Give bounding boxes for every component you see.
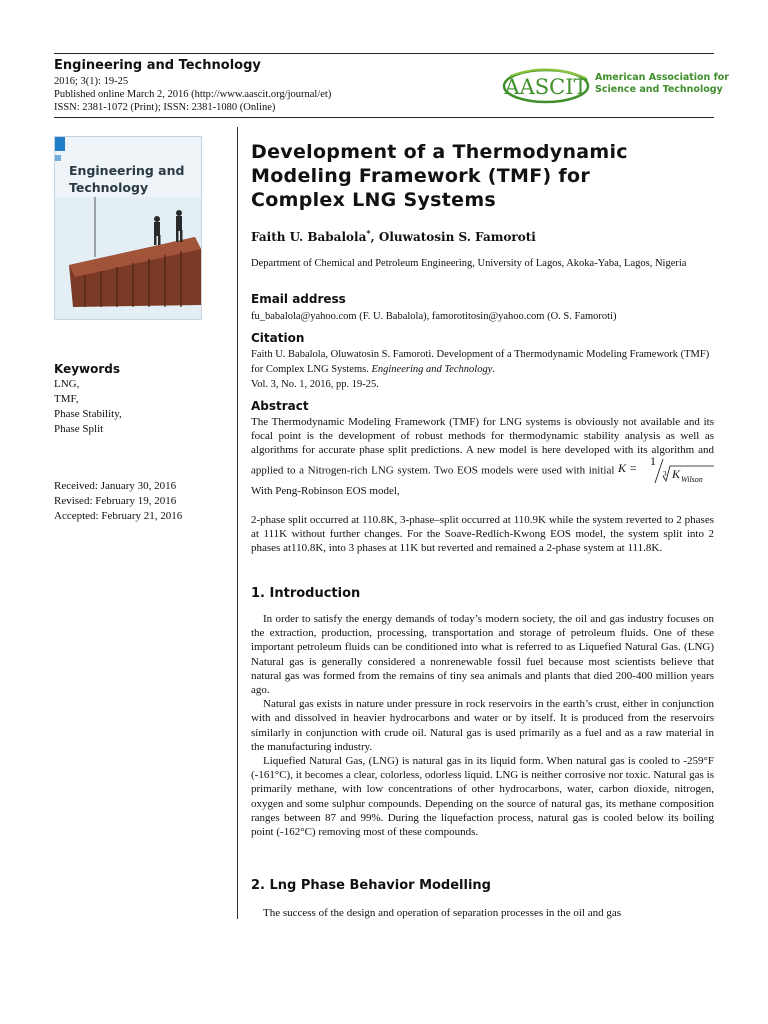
abstract-formula — [618, 453, 714, 484]
formula-subscript: Wilson — [681, 474, 703, 484]
section-body — [251, 906, 714, 920]
formula-numerator: 1 — [650, 453, 656, 468]
paragraph: Liquefied Natural Gas, (LNG) is natural gas in its liquid form. When natural gas is cooled to -259°F (-161°C), it becomes a clear, colorless, odorless liquid. LNG is neither corrosive nor toxic. Natural gas is primarily methane, with low concentrations of other hydrocarbons, water, carbon dioxide, nitrogen, oxygen and some sulphur compounds. Depending on the source of natural gas, its methane composition ranges between 87 and 99%. During the liquefaction process, natural gas is cooled below its boiling point (-162°C) removing most of these compounds. — [251, 755, 714, 839]
top-rule — [54, 53, 714, 54]
article-title — [251, 140, 714, 212]
cover-title-line1: Engineering and — [69, 163, 185, 178]
issn-line: ISSN: 2381-1072 (Print); ISSN: 2381-1080 (Online) — [54, 102, 276, 113]
header-rule — [54, 117, 714, 118]
keyword-item: TMF, — [54, 393, 79, 405]
abstract-title: Abstract — [251, 399, 309, 413]
keyword-item: Phase Split — [54, 423, 104, 435]
title-line: Modeling Framework (TMF) for — [251, 165, 590, 187]
formula-denominator: K — [672, 466, 681, 481]
column-divider — [237, 127, 238, 919]
received-date: Received: January 30, 2016 — [54, 480, 177, 492]
section-title: 2. Lng Phase Behavior Modelling — [251, 878, 491, 893]
citation-end: . — [492, 364, 496, 375]
citation-title: Citation — [251, 331, 305, 345]
abstract-part1: The Thermodynamic Modeling Framework (TMF) for LNG systems is obviously not available and its focal point is the development of robust methods for thermodynamic stability analysis as well as algorithms for accurate phase split predictions. A new model is here developed with its algorithm and applied to a Nitrogen-rich LNG system. Two EOS models were used with initial — [251, 416, 714, 477]
citation-main: Faith U. Babalola, Oluwatosin S. Famoroti. Development of a Thermodynamic Modeling Framework (TMF) for Complex LNG Systems. — [251, 349, 710, 375]
revised-date: Revised: February 19, 2016 — [54, 495, 177, 507]
dates-block — [54, 479, 224, 524]
cover-title-line2: Technology — [69, 180, 149, 195]
volume-line: 2016; 3(1): 19-25 — [54, 76, 129, 87]
publisher-name-line1: American Association for — [595, 72, 729, 83]
authors — [251, 228, 714, 244]
journal-header — [54, 58, 474, 114]
section-title: 1. Introduction — [251, 586, 361, 601]
keyword-item: Phase Stability, — [54, 408, 122, 420]
formula-k: K = — [618, 460, 638, 475]
title-line: Development of a Thermodynamic — [251, 141, 628, 163]
keywords-block — [54, 362, 224, 437]
abstract-part2: With Peng-Robinson EOS model, — [251, 484, 400, 497]
email-title: Email address — [251, 292, 346, 306]
section-body — [251, 612, 714, 839]
published-line: Published online March 2, 2016 (http://www.aascit.org/journal/et) — [54, 89, 332, 100]
citation-volume: Vol. 3, No. 1, 2016, pp. 19-25. — [251, 379, 379, 390]
keywords-title: Keywords — [54, 362, 121, 376]
author-name: Faith U. Babalola — [251, 230, 367, 244]
title-line: Complex LNG Systems — [251, 189, 497, 211]
citation-journal: Engineering and Technology — [371, 364, 493, 375]
paragraph: In order to satisfy the energy demands of today’s modern society, the oil and gas industry focuses on the extraction, production, processing, transportation and storage of petroleum fluids. One of these important petroleum fluids can be conditioned into what is referred to as Liquefied Natural Gas. (LNG) Natural gas is generally considered a nonrenewable fossil fuel because most scientists believe that natural gas was formed from the remains of tiny sea animals and plants that died 200-400 million years ago. — [251, 613, 714, 697]
abstract-text — [251, 415, 714, 498]
citation-text — [251, 347, 714, 392]
journal-cover-image — [54, 136, 202, 320]
logo-wordmark: AASCIT — [504, 75, 588, 99]
email-addresses: fu_babalola@yahoo.com (F. U. Babalola), famorotitosin@yahoo.com (O. S. Famoroti) — [251, 311, 617, 322]
journal-name: Engineering and Technology — [54, 58, 261, 73]
author-name: Oluwatosin S. Famoroti — [378, 230, 536, 244]
paragraph: The success of the design and operation of separation processes in the oil and gas — [263, 907, 622, 919]
paragraph: Natural gas exists in nature under pressure in rock reservoirs in the earth’s crust, either in conjunction with and dissolved in heavier hydrocarbons and water or by itself. It is produced from the reservoirs similarly in conjunction with crude oil. Natural gas is used primarily as a fuel and as a raw material in the manufacturing industry. — [251, 698, 714, 753]
publisher-name-line2: Science and Technology — [595, 84, 723, 95]
corresponding-mark: * — [366, 228, 371, 238]
formula-root-index: 3 — [663, 469, 667, 478]
keyword-item: LNG, — [54, 378, 80, 390]
affiliation: Department of Chemical and Petroleum Engineering, University of Lagos, Akoka-Yaba, Lagos, Nigeria — [251, 258, 687, 269]
accepted-date: Accepted: February 21, 2016 — [54, 510, 183, 522]
abstract-text-continued: 2-phase split occurred at 110.8K, 3-phase–split occurred at 110.9K while the system reverted to 2 phases at 111K without further changes. For the Soave-Redlich-Kwong EOS model, the system split into 2 phases at110.8K, into 3 phases at 11K but reverted and remained a 2-phase system at 111.8K. — [251, 514, 714, 555]
author-separator: , — [370, 230, 379, 244]
publisher-name — [595, 72, 729, 96]
